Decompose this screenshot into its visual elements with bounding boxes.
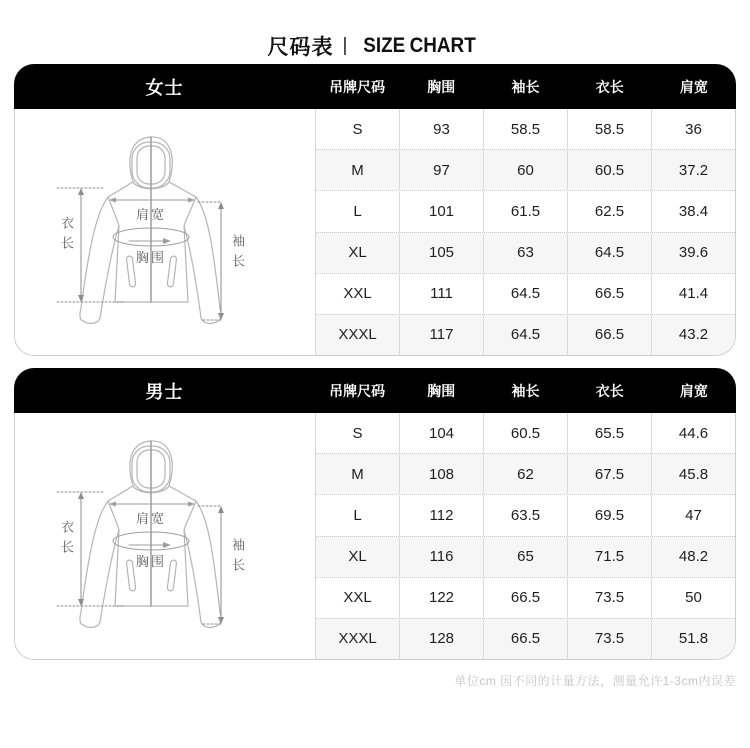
jacket-measurement-diagram bbox=[45, 420, 285, 652]
men-table-body bbox=[14, 413, 736, 660]
chest-cell: 105 bbox=[399, 233, 483, 273]
column-header-tag-size: 吊牌尺码 bbox=[329, 78, 386, 95]
length-cell: 60.5 bbox=[567, 150, 651, 190]
size-cell: XXXL bbox=[338, 326, 377, 344]
shoulder-cell: 47 bbox=[651, 495, 735, 535]
chest-cell: 108 bbox=[399, 454, 483, 494]
size-cell: XXL bbox=[343, 285, 372, 303]
sleeve-cell: 60 bbox=[483, 150, 567, 190]
women-data-rows bbox=[316, 109, 735, 355]
chest-cell: 93 bbox=[399, 109, 483, 149]
size-cell: XL bbox=[348, 244, 367, 262]
size-cell: S bbox=[352, 424, 363, 442]
women-table-header bbox=[14, 64, 736, 109]
figure-label-shoulder-width: 肩宽 bbox=[135, 207, 166, 222]
table-row bbox=[316, 273, 735, 314]
shoulder-cell: 48.2 bbox=[651, 537, 735, 577]
size-cell: XXL bbox=[343, 589, 372, 607]
column-header-tag-size: 吊牌尺码 bbox=[329, 382, 386, 399]
table-row bbox=[316, 453, 735, 494]
jacket-illustration bbox=[45, 420, 285, 652]
shoulder-cell: 43.2 bbox=[651, 315, 735, 355]
length-cell: 66.5 bbox=[567, 274, 651, 314]
size-cell: L bbox=[353, 506, 362, 524]
chest-cell: 116 bbox=[399, 537, 483, 577]
page-title-zh: 尺码表 bbox=[267, 36, 334, 59]
chest-cell: 97 bbox=[399, 150, 483, 190]
table-row bbox=[316, 494, 735, 535]
length-cell: 73.5 bbox=[567, 578, 651, 618]
length-cell: 69.5 bbox=[567, 495, 651, 535]
sleeve-cell: 64.5 bbox=[483, 274, 567, 314]
men-data-rows bbox=[316, 413, 735, 659]
chest-cell: 122 bbox=[399, 578, 483, 618]
page-title-en: SIZE CHART bbox=[363, 34, 477, 57]
length-cell: 65.5 bbox=[567, 413, 651, 453]
women-figure-column bbox=[15, 109, 316, 355]
column-header-shoulder: 肩宽 bbox=[679, 382, 708, 399]
column-header-chest: 胸围 bbox=[427, 382, 456, 399]
column-header-sleeve: 袖长 bbox=[511, 382, 540, 399]
chest-cell: 112 bbox=[399, 495, 483, 535]
figure-label-garment-length: 衣长 bbox=[59, 216, 74, 256]
sleeve-cell: 66.5 bbox=[483, 619, 567, 659]
shoulder-cell: 36 bbox=[651, 109, 735, 149]
sleeve-cell: 63.5 bbox=[483, 495, 567, 535]
chest-cell: 104 bbox=[399, 413, 483, 453]
size-cell: M bbox=[351, 465, 364, 483]
men-figure-column bbox=[15, 413, 316, 659]
figure-label-chest: 胸围 bbox=[135, 554, 166, 569]
table-row bbox=[316, 190, 735, 231]
men-size-card bbox=[14, 368, 736, 660]
shoulder-cell: 41.4 bbox=[651, 274, 735, 314]
figure-label-sleeve-length: 袖长 bbox=[230, 538, 245, 578]
size-cell: XXXL bbox=[338, 630, 377, 648]
size-cell: S bbox=[352, 120, 363, 138]
table-row bbox=[316, 232, 735, 273]
shoulder-cell: 45.8 bbox=[651, 454, 735, 494]
table-row bbox=[316, 149, 735, 190]
length-cell: 71.5 bbox=[567, 537, 651, 577]
shoulder-cell: 37.2 bbox=[651, 150, 735, 190]
shoulder-cell: 50 bbox=[651, 578, 735, 618]
column-header-length: 衣长 bbox=[595, 382, 624, 399]
length-cell: 62.5 bbox=[567, 191, 651, 231]
column-header-shoulder: 肩宽 bbox=[679, 78, 708, 95]
chest-cell: 111 bbox=[399, 274, 483, 314]
jacket-illustration bbox=[45, 116, 285, 348]
chest-cell: 128 bbox=[399, 619, 483, 659]
chest-cell: 117 bbox=[399, 315, 483, 355]
shoulder-cell: 44.6 bbox=[651, 413, 735, 453]
sleeve-cell: 65 bbox=[483, 537, 567, 577]
figure-label-chest: 胸围 bbox=[135, 250, 166, 265]
table-row bbox=[316, 577, 735, 618]
size-cell: M bbox=[351, 161, 364, 179]
table-row bbox=[316, 109, 735, 149]
sleeve-cell: 60.5 bbox=[483, 413, 567, 453]
figure-label-garment-length: 衣长 bbox=[59, 520, 74, 560]
sleeve-cell: 62 bbox=[483, 454, 567, 494]
shoulder-cell: 39.6 bbox=[651, 233, 735, 273]
column-header-sleeve: 袖长 bbox=[511, 78, 540, 95]
length-cell: 64.5 bbox=[567, 233, 651, 273]
measurement-disclaimer: 单位cm 因不同的计量方法，测量允许1-3cm内误差 bbox=[454, 674, 736, 688]
size-cell: L bbox=[353, 202, 362, 220]
figure-label-shoulder-width: 肩宽 bbox=[135, 511, 166, 526]
figure-label-sleeve-length: 袖长 bbox=[230, 234, 245, 274]
gender-label-women: 女士 bbox=[145, 77, 184, 98]
length-cell: 73.5 bbox=[567, 619, 651, 659]
sleeve-cell: 64.5 bbox=[483, 315, 567, 355]
length-cell: 66.5 bbox=[567, 315, 651, 355]
length-cell: 58.5 bbox=[567, 109, 651, 149]
gender-label-men: 男士 bbox=[145, 381, 184, 402]
page-title bbox=[0, 0, 750, 64]
shoulder-cell: 38.4 bbox=[651, 191, 735, 231]
women-size-card bbox=[14, 64, 736, 356]
column-header-length: 衣长 bbox=[595, 78, 624, 95]
column-header-chest: 胸围 bbox=[427, 78, 456, 95]
table-row bbox=[316, 413, 735, 453]
sleeve-cell: 66.5 bbox=[483, 578, 567, 618]
sleeve-cell: 61.5 bbox=[483, 191, 567, 231]
chest-cell: 101 bbox=[399, 191, 483, 231]
table-row bbox=[316, 536, 735, 577]
table-row bbox=[316, 618, 735, 659]
length-cell: 67.5 bbox=[567, 454, 651, 494]
jacket-measurement-diagram bbox=[45, 116, 285, 348]
size-cell: XL bbox=[348, 548, 367, 566]
shoulder-cell: 51.8 bbox=[651, 619, 735, 659]
sleeve-cell: 63 bbox=[483, 233, 567, 273]
title-divider: | bbox=[342, 35, 349, 56]
sleeve-cell: 58.5 bbox=[483, 109, 567, 149]
table-row bbox=[316, 314, 735, 355]
women-table-body bbox=[14, 109, 736, 356]
men-table-header bbox=[14, 368, 736, 413]
